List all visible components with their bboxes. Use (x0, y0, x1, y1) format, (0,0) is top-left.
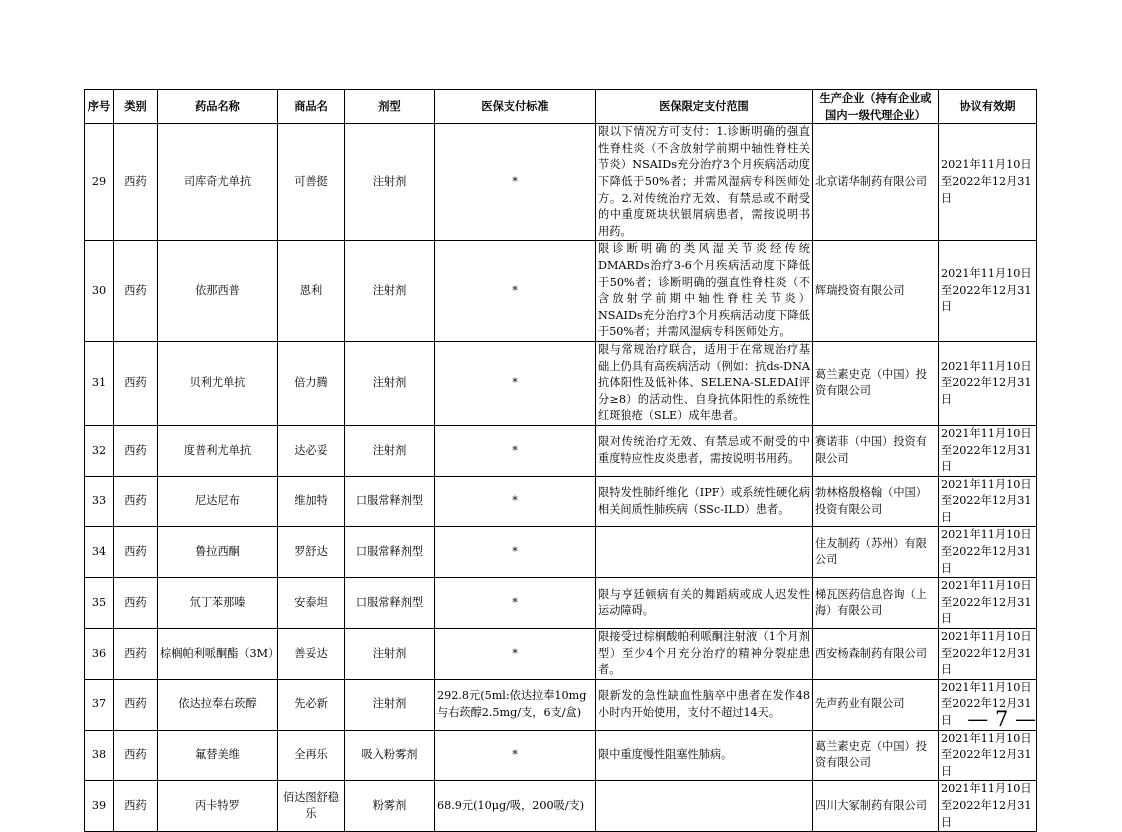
payment-scope-cell: 限特发性肺纤维化（IPF）或系统性硬化病相关间质性肺疾病（SSc-ILD）患者。 (596, 476, 813, 527)
dosage-form-cell: 注射剂 (345, 425, 435, 476)
header-no: 序号 (85, 90, 114, 124)
validity-period-cell: 2021年11月10日至2022年12月31日 (939, 781, 1037, 832)
drug-name-cell: 贝利尤单抗 (158, 341, 278, 425)
payment-standard-cell: * (435, 425, 596, 476)
row-number-cell: 38 (85, 730, 114, 781)
payment-scope-cell: 限以下情况方可支付：1.诊断明确的强直性脊柱炎（不含放射学前期中轴性脊柱关节炎）NSAIDs充分治疗3个月疾病活动度下降低于50%者；并需风湿病专科医师处方。2.对传统治疗无效、有禁忌或不耐受的中重度斑块状银屑病患者，需按说明书用药。 (596, 124, 813, 241)
payment-scope-cell: 限新发的急性缺血性脑卒中患者在发作48小时内开始使用，支付不超过14天。 (596, 679, 813, 730)
payment-scope-cell: 限与亨廷顿病有关的舞蹈病或成人迟发性运动障碍。 (596, 578, 813, 629)
row-number-cell: 32 (85, 425, 114, 476)
drug-table (84, 89, 1037, 832)
category-cell: 西药 (114, 241, 158, 342)
payment-scope-cell: 限中重度慢性阻塞性肺病。 (596, 730, 813, 781)
trade-name-cell: 罗舒达 (278, 527, 345, 578)
category-cell: 西药 (114, 629, 158, 680)
row-number-cell: 34 (85, 527, 114, 578)
validity-period-cell: 2021年11月10日至2022年12月31日 (939, 341, 1037, 425)
header-category: 类别 (114, 90, 158, 124)
header-drug-name: 药品名称 (158, 90, 278, 124)
category-cell: 西药 (114, 124, 158, 241)
trade-name-cell: 善妥达 (278, 629, 345, 680)
dosage-form-cell: 注射剂 (345, 629, 435, 680)
drug-name-cell: 鲁拉西酮 (158, 527, 278, 578)
row-number-cell: 30 (85, 241, 114, 342)
trade-name-cell: 佰达图舒稳乐 (278, 781, 345, 832)
category-cell: 西药 (114, 425, 158, 476)
drug-name-cell: 尼达尼布 (158, 476, 278, 527)
table-row (85, 241, 1037, 342)
payment-scope-cell: 限对传统治疗无效、有禁忌或不耐受的中重度特应性皮炎患者，需按说明书用药。 (596, 425, 813, 476)
category-cell: 西药 (114, 679, 158, 730)
manufacturer-cell: 葛兰素史克（中国）投资有限公司 (813, 730, 939, 781)
category-cell: 西药 (114, 476, 158, 527)
payment-standard-cell: * (435, 241, 596, 342)
trade-name-cell: 恩利 (278, 241, 345, 342)
row-number-cell: 29 (85, 124, 114, 241)
trade-name-cell: 倍力腾 (278, 341, 345, 425)
header-trade-name: 商品名 (278, 90, 345, 124)
payment-standard-cell: * (435, 629, 596, 680)
row-number-cell: 35 (85, 578, 114, 629)
drug-name-cell: 依达拉奉右莰醇 (158, 679, 278, 730)
header-validity: 协议有效期 (939, 90, 1037, 124)
table-row (85, 425, 1037, 476)
payment-standard-cell: * (435, 341, 596, 425)
drug-name-cell: 丙卡特罗 (158, 781, 278, 832)
category-cell: 西药 (114, 527, 158, 578)
dosage-form-cell: 吸入粉雾剂 (345, 730, 435, 781)
validity-period-cell: 2021年11月10日至2022年12月31日 (939, 241, 1037, 342)
manufacturer-cell: 赛诺菲（中国）投资有限公司 (813, 425, 939, 476)
drug-name-cell: 氟替美维 (158, 730, 278, 781)
trade-name-cell: 维加特 (278, 476, 345, 527)
manufacturer-cell: 先声药业有限公司 (813, 679, 939, 730)
category-cell: 西药 (114, 781, 158, 832)
validity-period-cell: 2021年11月10日至2022年12月31日 (939, 476, 1037, 527)
drug-name-cell: 氘丁苯那嗪 (158, 578, 278, 629)
dosage-form-cell: 注射剂 (345, 679, 435, 730)
row-number-cell: 33 (85, 476, 114, 527)
payment-standard-cell: * (435, 730, 596, 781)
table-row (85, 781, 1037, 832)
payment-scope-cell (596, 781, 813, 832)
trade-name-cell: 全再乐 (278, 730, 345, 781)
table-row (85, 629, 1037, 680)
manufacturer-cell: 梯瓦医药信息咨询（上海）有限公司 (813, 578, 939, 629)
table-row (85, 124, 1037, 241)
table-row (85, 730, 1037, 781)
manufacturer-cell: 勃林格殷格翰（中国）投资有限公司 (813, 476, 939, 527)
validity-period-cell: 2021年11月10日至2022年12月31日 (939, 730, 1037, 781)
drug-name-cell: 棕榈帕利哌酮酯（3M） (158, 629, 278, 680)
trade-name-cell: 达必妥 (278, 425, 345, 476)
manufacturer-cell: 北京诺华制药有限公司 (813, 124, 939, 241)
payment-scope-cell (596, 527, 813, 578)
trade-name-cell: 可善挺 (278, 124, 345, 241)
payment-standard-cell: * (435, 476, 596, 527)
page-number: — 7 — (967, 707, 1036, 731)
table-row (85, 578, 1037, 629)
validity-period-cell: 2021年11月10日至2022年12月31日 (939, 527, 1037, 578)
category-cell: 西药 (114, 730, 158, 781)
row-number-cell: 36 (85, 629, 114, 680)
table-row (85, 476, 1037, 527)
category-cell: 西药 (114, 578, 158, 629)
header-manufacturer: 生产企业（持有企业或国内一级代理企业） (813, 90, 939, 124)
table-row (85, 679, 1037, 730)
dosage-form-cell: 口服常释剂型 (345, 476, 435, 527)
dosage-form-cell: 注射剂 (345, 241, 435, 342)
row-number-cell: 39 (85, 781, 114, 832)
dosage-form-cell: 粉雾剂 (345, 781, 435, 832)
validity-period-cell: 2021年11月10日至2022年12月31日 (939, 578, 1037, 629)
dosage-form-cell: 注射剂 (345, 341, 435, 425)
category-cell: 西药 (114, 341, 158, 425)
row-number-cell: 37 (85, 679, 114, 730)
trade-name-cell: 安泰坦 (278, 578, 345, 629)
payment-scope-cell: 限与常规治疗联合，适用于在常规治疗基础上仍具有高疾病活动（例如：抗ds-DNA抗体阳性及低补体、SELENA-SLEDAI评分≥8）的活动性、自身抗体阳性的系统性红斑狼疮（SLE）成年患者。 (596, 341, 813, 425)
dosage-form-cell: 注射剂 (345, 124, 435, 241)
payment-standard-cell: * (435, 124, 596, 241)
payment-standard-cell: * (435, 578, 596, 629)
payment-scope-cell: 限接受过棕榈酸帕利哌酮注射液（1个月剂型）至少4个月充分治疗的精神分裂症患者。 (596, 629, 813, 680)
drug-name-cell: 司库奇尤单抗 (158, 124, 278, 241)
drug-name-cell: 度普利尤单抗 (158, 425, 278, 476)
payment-standard-cell: 68.9元(10μg/吸，200吸/支) (435, 781, 596, 832)
table-row (85, 341, 1037, 425)
manufacturer-cell: 西安杨森制药有限公司 (813, 629, 939, 680)
validity-period-cell: 2021年11月10日至2022年12月31日 (939, 679, 1037, 730)
row-number-cell: 31 (85, 341, 114, 425)
table-row (85, 527, 1037, 578)
manufacturer-cell: 葛兰素史克（中国）投资有限公司 (813, 341, 939, 425)
payment-scope-cell: 限诊断明确的类风湿关节炎经传统DMARDs治疗3-6个月疾病活动度下降低于50%者；诊断明确的强直性脊柱炎（不含放射学前期中轴性脊柱关节炎）NSAIDs充分治疗3个月疾病活动度下降低于50%者；并需风湿病专科医师处方。 (596, 241, 813, 342)
table-body (85, 124, 1037, 832)
header-dosage-form: 剂型 (345, 90, 435, 124)
header-payment-scope: 医保限定支付范围 (596, 90, 813, 124)
header-payment-standard: 医保支付标准 (435, 90, 596, 124)
drug-name-cell: 依那西普 (158, 241, 278, 342)
manufacturer-cell: 四川大冢制药有限公司 (813, 781, 939, 832)
manufacturer-cell: 辉瑞投资有限公司 (813, 241, 939, 342)
dosage-form-cell: 口服常释剂型 (345, 578, 435, 629)
validity-period-cell: 2021年11月10日至2022年12月31日 (939, 629, 1037, 680)
dosage-form-cell: 口服常释剂型 (345, 527, 435, 578)
header-row (85, 90, 1037, 124)
trade-name-cell: 先必新 (278, 679, 345, 730)
validity-period-cell: 2021年11月10日至2022年12月31日 (939, 425, 1037, 476)
payment-standard-cell: 292.8元(5ml:依达拉奉10mg与右莰醇2.5mg/支，6支/盒) (435, 679, 596, 730)
manufacturer-cell: 住友制药（苏州）有限公司 (813, 527, 939, 578)
validity-period-cell: 2021年11月10日至2022年12月31日 (939, 124, 1037, 241)
payment-standard-cell: * (435, 527, 596, 578)
